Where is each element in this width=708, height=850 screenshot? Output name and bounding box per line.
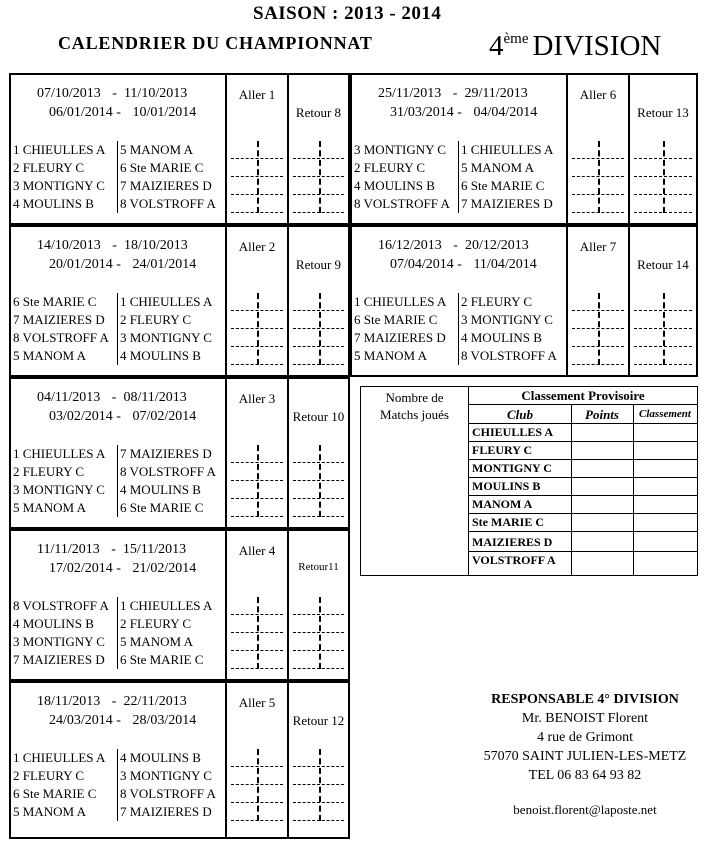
- home-team: 5 MANOM A: [13, 804, 86, 819]
- match-row: [11, 463, 227, 481]
- retour-dates: 31/03/2014 - 04/04/2014: [390, 105, 538, 120]
- away-team: 3 MONTIGNY C: [461, 312, 553, 327]
- club-name: MANOM A: [472, 497, 533, 511]
- home-team: 3 MONTIGNY C: [13, 482, 105, 497]
- match-row: [11, 177, 227, 195]
- contact-phone: TEL 06 83 64 93 82: [528, 768, 642, 783]
- match-row: [11, 785, 227, 803]
- home-team: 8 VOLSTROFF A: [354, 196, 450, 211]
- aller-start-date: 16/12/2013: [378, 238, 442, 253]
- score-separator: [257, 141, 259, 213]
- retour-cell: [289, 379, 348, 527]
- retour-start-date: 06/01/2014: [49, 105, 113, 120]
- aller-dates: 07/10/2013 - 11/10/2013: [37, 86, 188, 101]
- aller-score-grid[interactable]: [227, 141, 287, 213]
- standings-title: Classement Provisoire: [469, 387, 697, 405]
- aller-end-date: 29/11/2013: [464, 86, 528, 101]
- away-team: 6 Ste MARIE C: [120, 652, 204, 667]
- home-team: 1 CHIEULLES A: [13, 750, 106, 765]
- home-team: 3 MONTIGNY C: [354, 142, 446, 157]
- aller-score-grid[interactable]: [227, 597, 287, 669]
- aller-start-date: 11/11/2013: [37, 542, 100, 557]
- away-team: 4 MOULINS B: [120, 348, 201, 363]
- away-team: 8 VOLSTROFF A: [120, 464, 216, 479]
- retour-score-grid[interactable]: [289, 293, 348, 365]
- dates-cell: [11, 227, 227, 375]
- points-divider: [571, 405, 572, 575]
- home-team: 2 FLEURY C: [13, 160, 85, 175]
- retour-end-date: 07/02/2014: [132, 409, 197, 424]
- retour-end-date: 04/04/2014: [473, 105, 538, 120]
- match-list: [11, 597, 227, 669]
- away-team: 6 Ste MARIE C: [120, 160, 204, 175]
- division-title: [489, 30, 661, 63]
- home-team: 4 MOULINS B: [354, 178, 435, 193]
- match-list: [352, 293, 568, 365]
- match-row: [352, 141, 568, 159]
- retour-label: Retour 14: [637, 257, 689, 272]
- match-row: [11, 749, 227, 767]
- contact-city: 57070 SAINT JULIEN-LES-METZ: [483, 749, 687, 764]
- away-team: 7 MAIZIERES D: [120, 446, 212, 461]
- score-separator: [257, 597, 259, 669]
- score-separator: [319, 597, 321, 669]
- away-team: 3 MONTIGNY C: [120, 330, 212, 345]
- score-separator: [663, 141, 665, 213]
- retour-label: Retour11: [298, 561, 339, 573]
- score-separator: [598, 293, 600, 365]
- match-row: [11, 767, 227, 785]
- score-separator: [319, 141, 321, 213]
- club-name: CHIEULLES A: [472, 425, 554, 439]
- retour-label: Retour 9: [295, 257, 342, 272]
- match-list: [11, 749, 227, 821]
- away-team: 6 Ste MARIE C: [120, 500, 204, 515]
- retour-start-date: 03/02/2014: [49, 409, 113, 424]
- home-team: 3 MONTIGNY C: [13, 178, 105, 193]
- home-team: 7 MAIZIERES D: [13, 652, 105, 667]
- matches-played-label-2: Matchs joués: [380, 407, 449, 422]
- home-team: 6 Ste MARIE C: [354, 312, 438, 327]
- dates-cell: [11, 531, 227, 679]
- home-team: 1 CHIEULLES A: [13, 446, 106, 461]
- away-team: 7 MAIZIERES D: [120, 178, 212, 193]
- away-team: 3 MONTIGNY C: [120, 768, 212, 783]
- standings-row: [469, 514, 697, 532]
- aller-label: Aller 3: [238, 391, 276, 406]
- score-separator: [319, 445, 321, 517]
- matches-played-label-1: Nombre de: [385, 390, 444, 405]
- away-team: 6 Ste MARIE C: [461, 178, 545, 193]
- aller-dates: 25/11/2013 - 29/11/2013: [378, 86, 528, 101]
- aller-end-date: 11/10/2013: [123, 86, 188, 101]
- match-list: [11, 141, 227, 213]
- home-team: 7 MAIZIERES D: [354, 330, 446, 345]
- away-team: 7 MAIZIERES D: [120, 804, 212, 819]
- standings-row: [469, 478, 697, 496]
- retour-cell: [289, 683, 348, 837]
- away-team: 5 MANOM A: [120, 142, 193, 157]
- contact-block: [470, 690, 700, 785]
- aller-cell: [227, 227, 289, 375]
- home-team: 8 VOLSTROFF A: [13, 330, 109, 345]
- home-team: 5 MANOM A: [354, 348, 427, 363]
- retour-label: Retour 10: [292, 409, 345, 424]
- home-team: 4 MOULINS B: [13, 196, 94, 211]
- round-block: [350, 225, 698, 377]
- match-row: [352, 311, 568, 329]
- standings-row: [469, 442, 697, 460]
- aller-label: Aller 7: [579, 239, 617, 254]
- retour-start-date: 31/03/2014: [390, 105, 454, 120]
- away-team: 1 CHIEULLES A: [120, 294, 213, 309]
- retour-dates: 07/04/2014 - 11/04/2014: [390, 257, 537, 272]
- retour-dates: 20/01/2014 - 24/01/2014: [49, 257, 197, 272]
- aller-start-date: 25/11/2013: [378, 86, 442, 101]
- retour-score-grid[interactable]: [630, 293, 696, 365]
- match-row: [352, 329, 568, 347]
- aller-score-grid[interactable]: [227, 749, 287, 821]
- round-block: [9, 377, 350, 529]
- match-list: [11, 445, 227, 517]
- match-row: [11, 597, 227, 615]
- dates-cell: [11, 379, 227, 527]
- match-list: [352, 141, 568, 213]
- away-team: 8 VOLSTROFF A: [120, 196, 216, 211]
- away-team: 1 CHIEULLES A: [120, 598, 213, 613]
- retour-dates: 03/02/2014 - 07/02/2014: [49, 409, 197, 424]
- round-block: [9, 529, 350, 681]
- away-team: 1 CHIEULLES A: [461, 142, 554, 157]
- away-team: 8 VOLSTROFF A: [120, 786, 216, 801]
- club-name: FLEURY C: [472, 443, 533, 457]
- retour-start-date: 20/01/2014: [49, 257, 113, 272]
- retour-end-date: 11/04/2014: [473, 257, 537, 272]
- division-number: 4: [489, 30, 504, 62]
- away-team: 8 VOLSTROFF A: [461, 348, 557, 363]
- retour-cell: [289, 531, 348, 679]
- away-team: 5 MANOM A: [120, 634, 193, 649]
- aller-dates: 04/11/2013 - 08/11/2013: [37, 390, 187, 405]
- match-row: [11, 803, 227, 821]
- aller-label: Aller 1: [238, 87, 276, 102]
- home-team: 1 CHIEULLES A: [13, 142, 106, 157]
- match-row: [11, 615, 227, 633]
- retour-dates: 17/02/2014 - 21/02/2014: [49, 561, 197, 576]
- aller-score-grid[interactable]: [227, 293, 287, 365]
- match-row: [352, 293, 568, 311]
- home-team: 4 MOULINS B: [13, 616, 94, 631]
- home-team: 2 FLEURY C: [13, 464, 85, 479]
- match-row: [352, 347, 568, 365]
- aller-label: Aller 2: [238, 239, 276, 254]
- retour-end-date: 24/01/2014: [132, 257, 197, 272]
- retour-end-date: 28/03/2014: [132, 713, 197, 728]
- dates-cell: [11, 683, 227, 837]
- retour-cell: [630, 75, 696, 223]
- retour-score-grid[interactable]: [289, 141, 348, 213]
- match-row: [11, 141, 227, 159]
- retour-start-date: 24/03/2014: [49, 713, 113, 728]
- club-name: MAIZIERES D: [472, 535, 553, 549]
- score-separator: [598, 141, 600, 213]
- score-separator: [663, 293, 665, 365]
- dates-cell: [352, 227, 568, 375]
- score-separator: [319, 293, 321, 365]
- match-row: [11, 651, 227, 669]
- aller-label: Aller 4: [238, 543, 276, 558]
- match-row: [352, 195, 568, 213]
- match-row: [352, 159, 568, 177]
- away-team: 5 MANOM A: [461, 160, 534, 175]
- division-ordinal-suffix: ème: [503, 31, 529, 47]
- aller-end-date: 22/11/2013: [123, 694, 187, 709]
- score-separator: [319, 749, 321, 821]
- aller-start-date: 14/10/2013: [37, 238, 101, 253]
- aller-end-date: 18/10/2013: [123, 238, 188, 253]
- contact-street: 4 rue de Grimont: [536, 730, 634, 745]
- home-team: 3 MONTIGNY C: [13, 634, 105, 649]
- aller-score-grid[interactable]: [568, 293, 628, 365]
- aller-dates: 11/11/2013 - 15/11/2013: [37, 542, 187, 557]
- retour-cell: [289, 75, 348, 223]
- away-team: 4 MOULINS B: [461, 330, 542, 345]
- aller-dates: 14/10/2013 - 18/10/2013: [37, 238, 188, 253]
- away-team: 2 FLEURY C: [461, 294, 533, 309]
- retour-start-date: 17/02/2014: [49, 561, 113, 576]
- retour-score-grid[interactable]: [289, 445, 348, 517]
- dates-cell: [11, 75, 227, 223]
- calendar-title: CALENDRIER DU CHAMPIONNAT: [58, 33, 373, 53]
- standings-row: [469, 460, 697, 478]
- contact-title: RESPONSABLE 4° DIVISION: [491, 692, 679, 707]
- aller-dates: 16/12/2013 - 20/12/2013: [378, 238, 529, 253]
- round-block: [9, 225, 350, 377]
- match-row: [352, 177, 568, 195]
- matches-played-column: [361, 387, 469, 575]
- home-team: 2 FLEURY C: [13, 768, 85, 783]
- contact-name: Mr. BENOIST Florent: [521, 711, 649, 726]
- aller-label: Aller 6: [579, 87, 617, 102]
- retour-cell: [289, 227, 348, 375]
- round-block: [350, 73, 698, 225]
- retour-end-date: 10/01/2014: [132, 105, 197, 120]
- retour-label: Retour 13: [637, 105, 689, 120]
- aller-cell: [568, 75, 630, 223]
- club-name: MONTIGNY C: [472, 461, 552, 475]
- standings-row: [469, 552, 697, 570]
- match-list: [11, 293, 227, 365]
- aller-cell: [568, 227, 630, 375]
- retour-score-grid[interactable]: [289, 749, 348, 821]
- retour-label: Retour 8: [295, 105, 342, 120]
- retour-dates: 06/01/2014 - 10/01/2014: [49, 105, 197, 120]
- match-row: [11, 445, 227, 463]
- column-classement: Classement: [639, 408, 691, 420]
- aller-score-grid[interactable]: [227, 445, 287, 517]
- club-name: Ste MARIE C: [472, 515, 544, 529]
- match-row: [11, 311, 227, 329]
- match-row: [11, 499, 227, 517]
- matches-played-header: [361, 389, 468, 423]
- match-row: [11, 293, 227, 311]
- home-team: 5 MANOM A: [13, 348, 86, 363]
- match-row: [11, 633, 227, 651]
- score-separator: [257, 293, 259, 365]
- aller-cell: [227, 75, 289, 223]
- club-name: VOLSTROFF A: [472, 553, 556, 567]
- retour-label: Retour 12: [292, 713, 345, 728]
- aller-dates: 18/11/2013 - 22/11/2013: [37, 694, 187, 709]
- standings-row: [469, 496, 697, 514]
- rank-divider: [633, 405, 634, 575]
- retour-end-date: 21/02/2014: [132, 561, 197, 576]
- club-name: MOULINS B: [472, 479, 541, 493]
- match-row: [11, 195, 227, 213]
- round-block: [9, 681, 350, 839]
- away-team: 7 MAIZIERES D: [461, 196, 553, 211]
- retour-cell: [630, 227, 696, 375]
- aller-start-date: 04/11/2013: [37, 390, 101, 405]
- away-team: 4 MOULINS B: [120, 750, 201, 765]
- home-team: 6 Ste MARIE C: [13, 786, 97, 801]
- home-team: 1 CHIEULLES A: [354, 294, 447, 309]
- aller-end-date: 08/11/2013: [123, 390, 187, 405]
- retour-score-grid[interactable]: [630, 141, 696, 213]
- standings-table: [360, 386, 698, 576]
- aller-start-date: 18/11/2013: [37, 694, 101, 709]
- away-team: 2 FLEURY C: [120, 616, 192, 631]
- standings-header: [469, 405, 697, 424]
- score-separator: [257, 445, 259, 517]
- away-team: 4 MOULINS B: [120, 482, 201, 497]
- aller-start-date: 07/10/2013: [37, 86, 101, 101]
- home-team: 8 VOLSTROFF A: [13, 598, 109, 613]
- home-team: 5 MANOM A: [13, 500, 86, 515]
- aller-end-date: 15/11/2013: [122, 542, 187, 557]
- match-row: [11, 329, 227, 347]
- home-team: 7 MAIZIERES D: [13, 312, 105, 327]
- column-points: Points: [585, 407, 619, 422]
- match-row: [11, 481, 227, 499]
- away-team: 2 FLEURY C: [120, 312, 192, 327]
- aller-cell: [227, 379, 289, 527]
- aller-cell: [227, 531, 289, 679]
- match-row: [11, 159, 227, 177]
- standings-row: [469, 424, 697, 442]
- season-title: SAISON : 2013 - 2014: [253, 3, 442, 24]
- division-word: DIVISION: [532, 30, 662, 62]
- round-block: [9, 73, 350, 225]
- retour-start-date: 07/04/2014: [390, 257, 454, 272]
- aller-end-date: 20/12/2013: [464, 238, 529, 253]
- standings-row: [469, 534, 697, 552]
- aller-score-grid[interactable]: [568, 141, 628, 213]
- home-team: 6 Ste MARIE C: [13, 294, 97, 309]
- contact-email[interactable]: benoist.florent@laposte.net: [513, 802, 657, 817]
- retour-score-grid[interactable]: [289, 597, 348, 669]
- aller-cell: [227, 683, 289, 837]
- dates-cell: [352, 75, 568, 223]
- retour-dates: 24/03/2014 - 28/03/2014: [49, 713, 197, 728]
- column-club: Club: [506, 407, 533, 422]
- match-row: [11, 347, 227, 365]
- aller-label: Aller 5: [238, 695, 276, 710]
- score-separator: [257, 749, 259, 821]
- home-team: 2 FLEURY C: [354, 160, 426, 175]
